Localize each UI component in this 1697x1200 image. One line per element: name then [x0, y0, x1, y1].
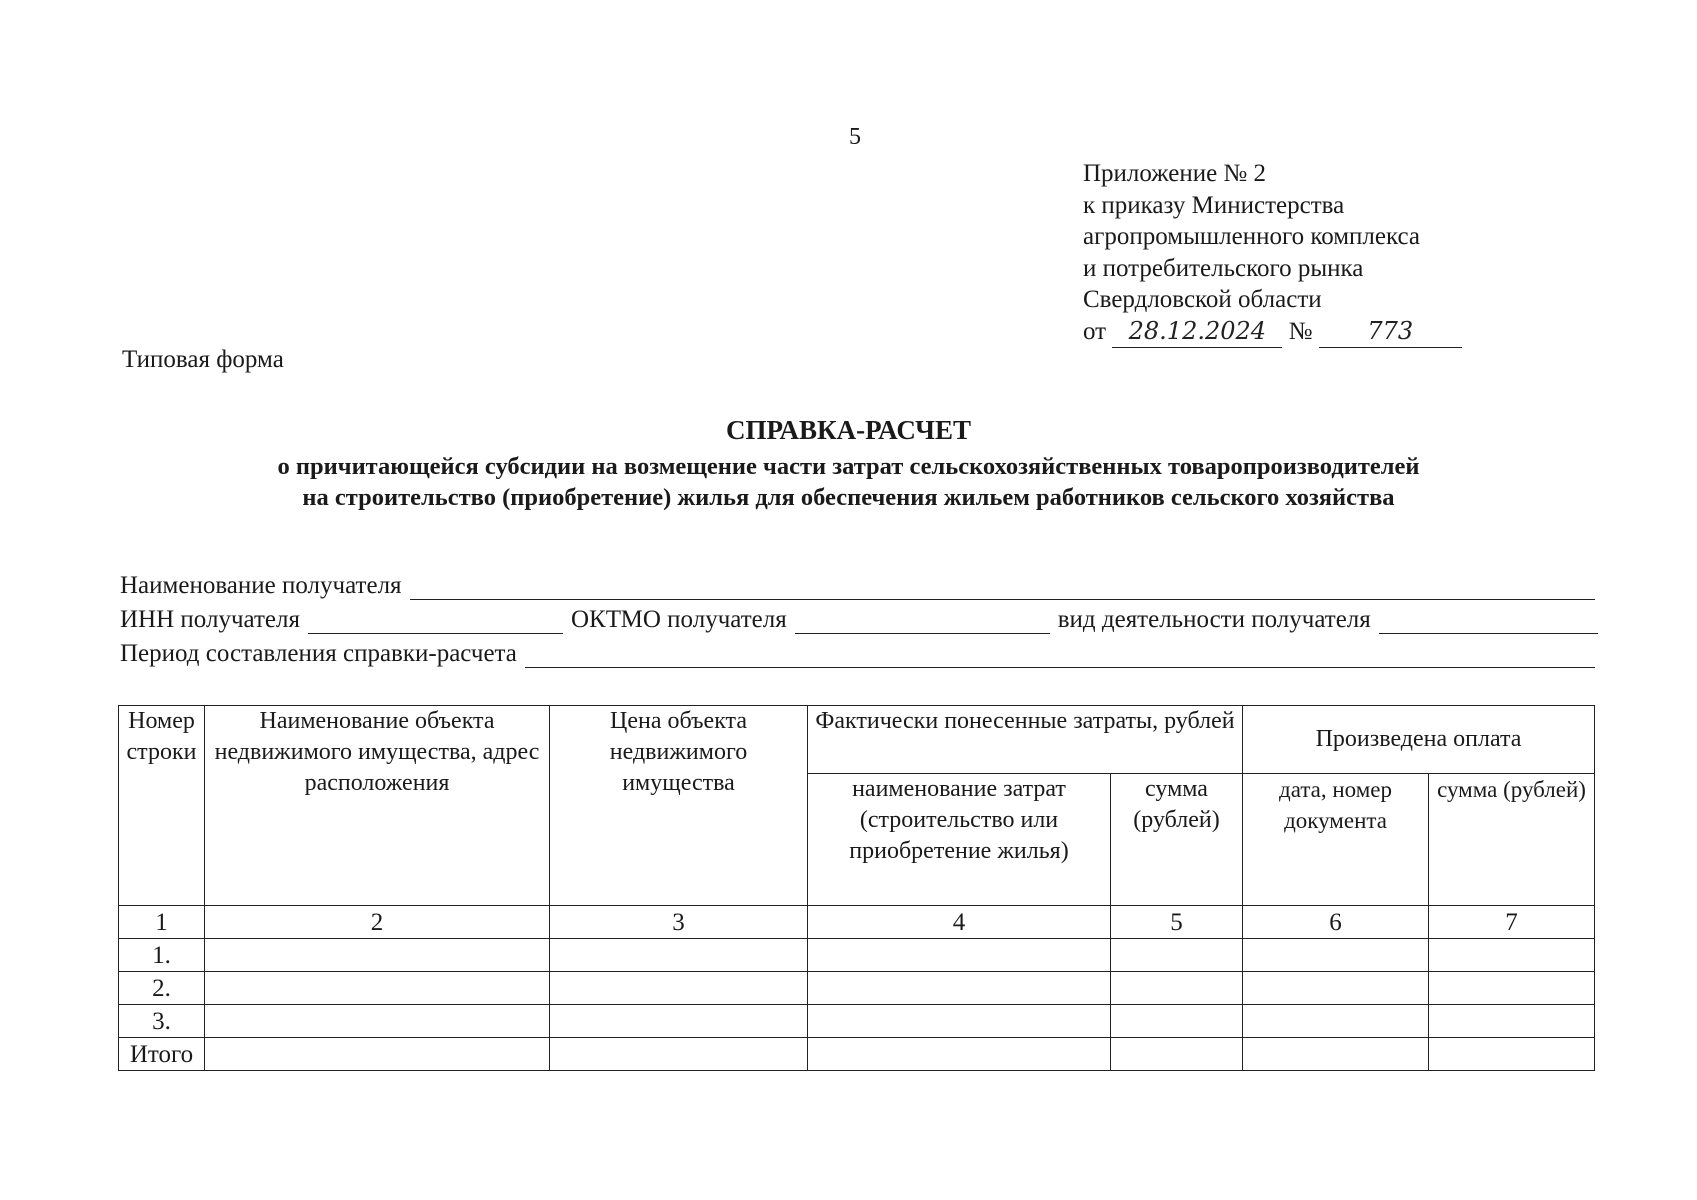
oktmo-blank[interactable]: [795, 611, 1050, 634]
table-row: [119, 1005, 1595, 1038]
row-label: 3.: [119, 1005, 205, 1038]
oktmo-label: ОКТМО получателя: [570, 606, 787, 633]
table-cell[interactable]: [808, 972, 1111, 1005]
row-label: Итого: [119, 1038, 205, 1071]
document-subtitle-1: о причитающейся субсидии на возмещение части затрат сельскохозяйственных товаропроизводителей: [277, 453, 1420, 480]
table-cell[interactable]: [1111, 939, 1243, 972]
table-cell[interactable]: [808, 1038, 1111, 1071]
table-cell[interactable]: [1243, 972, 1429, 1005]
table-cell[interactable]: [1429, 1005, 1595, 1038]
appendix-line-3: агропромышленного комплекса: [1083, 223, 1421, 250]
column-number: 4: [808, 906, 1111, 939]
header-cost-name: наименование затрат (строительство или приобретение жилья): [808, 774, 1111, 906]
table-cell[interactable]: [550, 939, 808, 972]
column-number: 5: [1111, 906, 1243, 939]
inn-oktmo-activity-field: [120, 606, 1598, 634]
inn-label: ИНН получателя: [120, 606, 300, 633]
column-number: 7: [1429, 906, 1595, 939]
table-cell[interactable]: [1429, 972, 1595, 1005]
header-payment-document: дата, номер документа: [1243, 774, 1429, 906]
column-numbers-row: [119, 906, 1595, 939]
recipient-name-label: Наименование получателя: [120, 572, 402, 599]
document-subtitle-2: на строительство (приобретение) жилья для обеспечения жильем работников сельского хозяйства: [302, 484, 1395, 511]
table-cell[interactable]: [1429, 1038, 1595, 1071]
header-row-number: Номер строки: [119, 706, 205, 906]
handwritten-date: 28.12.2024: [1112, 316, 1282, 349]
appendix-block: [1083, 158, 1462, 348]
inn-blank[interactable]: [308, 611, 563, 634]
column-number: 6: [1243, 906, 1429, 939]
table-cell[interactable]: [1111, 1005, 1243, 1038]
page-number: 5: [849, 124, 861, 150]
appendix-line-2: к приказу Министерства: [1083, 191, 1345, 219]
table-row: [119, 972, 1595, 1005]
row-label: 2.: [119, 972, 205, 1005]
header-object-price: Цена объекта недвижимого имущества: [550, 706, 808, 906]
header-cost-sum: сумма (рублей): [1111, 774, 1243, 906]
date-prefix: от: [1083, 317, 1107, 345]
period-field: [120, 640, 1595, 668]
table-cell[interactable]: [205, 972, 550, 1005]
table-cell[interactable]: [205, 1038, 550, 1071]
column-number: 3: [550, 906, 808, 939]
table-cell[interactable]: [550, 1005, 808, 1038]
table-cell[interactable]: [1111, 972, 1243, 1005]
appendix-line-5: Свердловской области: [1083, 286, 1322, 313]
handwritten-number: 773: [1319, 316, 1462, 349]
table-row: [119, 939, 1595, 972]
form-type-label: Типовая форма: [122, 346, 284, 373]
table-cell[interactable]: [1243, 939, 1429, 972]
calculation-table: [118, 705, 1595, 1071]
column-number: 2: [205, 906, 550, 939]
row-label: 1.: [119, 939, 205, 972]
recipient-name-field: [120, 572, 1595, 600]
table-cell[interactable]: [1243, 1005, 1429, 1038]
table-cell[interactable]: [205, 1005, 550, 1038]
number-prefix: №: [1288, 317, 1313, 345]
appendix-line-4: и потребительского рынка: [1083, 254, 1364, 282]
column-number: 1: [119, 906, 205, 939]
table-cell[interactable]: [808, 939, 1111, 972]
table-header-row-1: [119, 706, 1595, 774]
table-cell[interactable]: [1243, 1038, 1429, 1071]
table-cell[interactable]: [205, 939, 550, 972]
appendix-date-number-line: [1083, 316, 1462, 349]
table-cell[interactable]: [550, 972, 808, 1005]
total-row: [119, 1038, 1595, 1071]
header-object-name: Наименование объекта недвижимого имущества, адрес расположения: [205, 706, 550, 906]
header-payment: Произведена оплата: [1243, 706, 1595, 774]
period-label: Период составления справки-расчета: [120, 640, 517, 667]
table-cell[interactable]: [808, 1005, 1111, 1038]
header-actual-costs: Фактически понесенные затраты, рублей: [808, 706, 1243, 774]
header-payment-sum: сумма (рублей): [1429, 774, 1595, 906]
appendix-line-1: Приложение № 2: [1083, 160, 1267, 187]
activity-blank[interactable]: [1379, 611, 1598, 634]
table-cell[interactable]: [1429, 939, 1595, 972]
table-cell[interactable]: [550, 1038, 808, 1071]
activity-label: вид деятельности получателя: [1057, 606, 1371, 633]
table-cell[interactable]: [1111, 1038, 1243, 1071]
document-title: СПРАВКА-РАСЧЕТ: [726, 415, 971, 445]
period-blank[interactable]: [525, 645, 1595, 668]
recipient-name-blank[interactable]: [410, 577, 1595, 600]
